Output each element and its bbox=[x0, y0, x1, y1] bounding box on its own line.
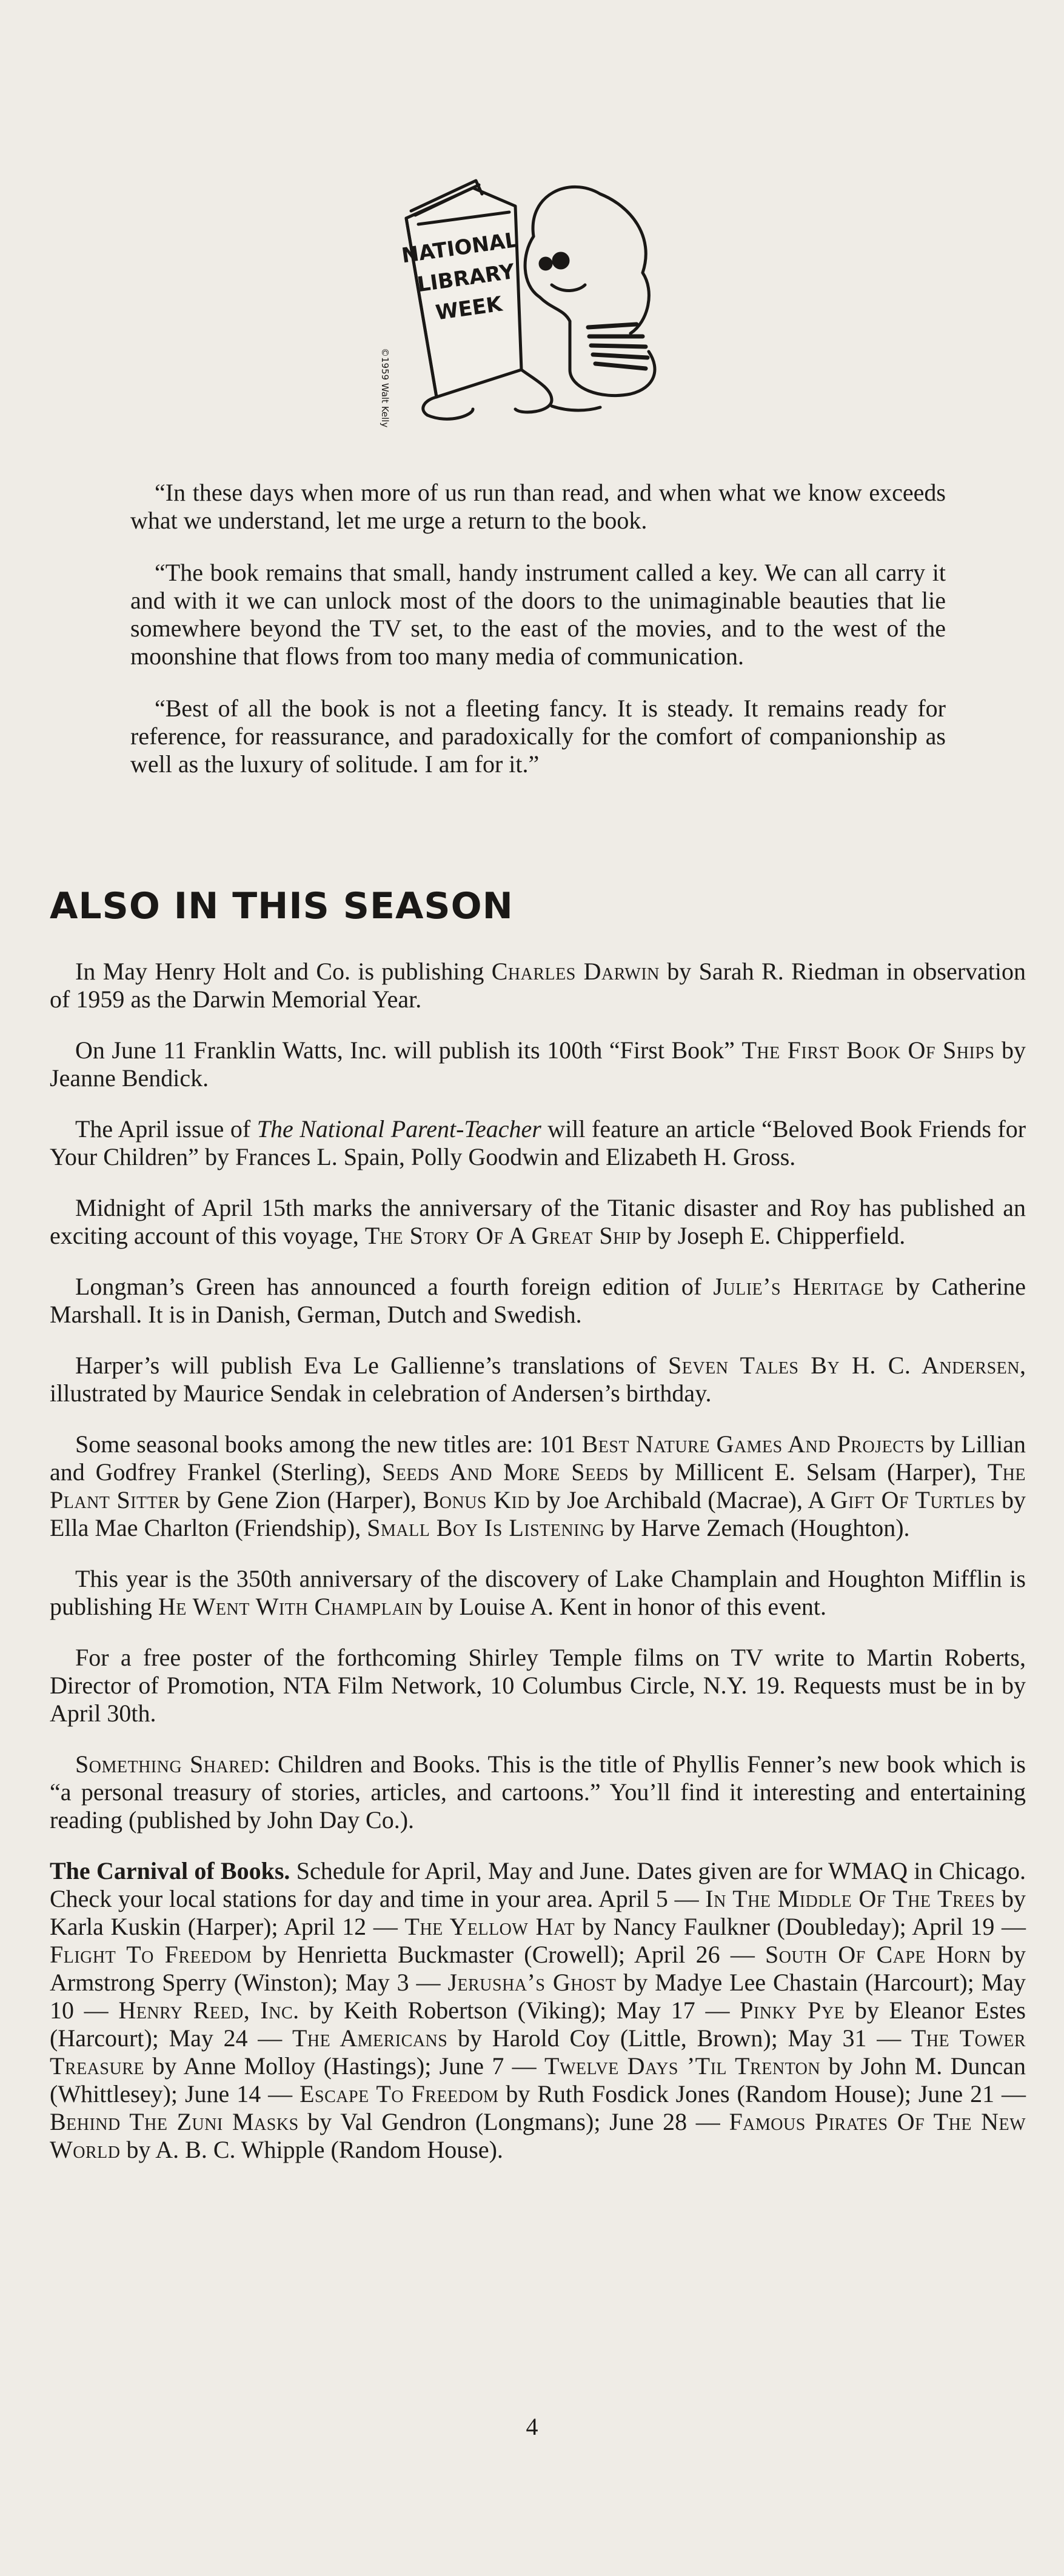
quotation-block bbox=[130, 479, 946, 802]
paragraph-something-shared: Something Shared: Children and Books. This is the title of Phyllis Fenner’s new book which is “a personal treasury of stories, articles, and cartoons.” You’ll find it interesting and entertaining reading (published by John Day Co.). bbox=[50, 1750, 1026, 1834]
page-number: 4 bbox=[526, 2413, 538, 2440]
book-cover-line3: WEEK bbox=[434, 292, 504, 325]
paragraph-darwin: In May Henry Holt and Co. is publishing Charles Darwin by Sarah R. Riedman in observation of 1959 as the Darwin Memorial Year. bbox=[50, 958, 1026, 1013]
paragraph-shirley-temple: For a free poster of the forthcoming Shirley Temple films on TV write to Martin Roberts, Director of Promotion, NTA Film Network, 10 Columbus Circle, N.Y. 19. Requests must be in by April 30th. bbox=[50, 1644, 1026, 1727]
paragraph-titanic: Midnight of April 15th marks the anniversary of the Titanic disaster and Roy has published an exciting account of this voyage, The Story Of A Great Ship by Joseph E. Chipperfield. bbox=[50, 1194, 1026, 1249]
paragraph-parent-teacher: The April issue of The National Parent-Teacher will feature an article “Beloved Book Friends for Your Children” by Frances L. Spain, Polly Goodwin and Elizabeth H. Gross. bbox=[50, 1115, 1026, 1170]
artist-signature: ©1959 Walt Kelly bbox=[380, 348, 390, 428]
quote-paragraph: “Best of all the book is not a fleeting fancy. It is steady. It remains ready for reference, for reassurance, and paradoxically for the comfort of companionship as well as the luxury of solitude. I am for it.” bbox=[130, 695, 946, 778]
national-library-week-illustration bbox=[370, 170, 697, 436]
paragraph-julies-heritage: Longman’s Green has announced a fourth foreign edition of Julie’s Heritage by Catherine Marshall. It is in Danish, German, Dutch and Swedish. bbox=[50, 1273, 1026, 1328]
paragraph-first-book: On June 11 Franklin Watts, Inc. will publish its 100th “First Book” The First Book Of Ships by Jeanne Bendick. bbox=[50, 1036, 1026, 1092]
paragraph-andersen: Harper’s will publish Eva Le Gallienne’s translations of Seven Tales By H. C. Andersen, illustrated by Maurice Sendak in celebration of Andersen’s birthday. bbox=[50, 1352, 1026, 1407]
book-cover-line2: LIBRARY bbox=[415, 259, 517, 298]
season-articles bbox=[50, 958, 1026, 2187]
quote-paragraph: “The book remains that small, handy instrument called a key. We can all carry it and with it we can unlock most of the doors to the unimaginable beauties that lie somewhere beyond the TV set, to the east of the movies, and to the west of the moonshine that flows from too many media of communication. bbox=[130, 559, 946, 670]
paragraph-carnival-of-books: The Carnival of Books. Schedule for April, May and June. Dates given are for WMAQ in Chicago. Check your local stations for day and time in your area. April 5 — In The Middle Of The Trees by Karla Kuskin (Harper); April 12 — The Yellow Hat by Nancy Faulkner (Doubleday); April 19 — Flight To Freedom by Henrietta Buckmaster (Crowell); April 26 — South Of Cape Horn by Armstrong Sperry (Winston); May 3 — Jerusha’s Ghost by Madye Lee Chastain (Harcourt); May 10 — Henry Reed, Inc. by Keith Robertson (Viking); May 17 — Pinky Pye by Eleanor Estes (Harcourt); May 24 — The Americans by Harold Coy (Little, Brown); May 31 — The Tower Treasure by Anne Molloy (Hastings); June 7 — Twelve Days ’Til Trenton by John M. Duncan (Whittlesey); June 14 — Escape To Freedom by Ruth Fosdick Jones (Random House); June 21 — Behind The Zuni Masks by Val Gendron (Longmans); June 28 — Famous Pirates Of The New World by A. B. C. Whipple (Random House). bbox=[50, 1857, 1026, 2163]
book-cover-line1: NATIONAL bbox=[400, 227, 520, 269]
paragraph-champlain: This year is the 350th anniversary of the discovery of Lake Champlain and Houghton Mifflin is publishing He Went With Champlain by Louise A. Kent in honor of this event. bbox=[50, 1565, 1026, 1620]
section-heading: ALSO IN THIS SEASON bbox=[50, 885, 514, 927]
quote-paragraph: “In these days when more of us run than read, and when what we know exceeds what we understand, let me urge a return to the book. bbox=[130, 479, 946, 534]
paragraph-seasonal-books: Some seasonal books among the new titles are: 101 Best Nature Games And Projects by Lillian and Godfrey Frankel (Sterling), Seeds And More Seeds by Millicent E. Selsam (Harper), The Plant Sitter by Gene Zion (Harper), Bonus Kid by Joe Archibald (Macrae), A Gift Of Turtles by Ella Mae Charlton (Friendship), Small Boy Is Listening by Harve Zemach (Houghton). bbox=[50, 1430, 1026, 1541]
